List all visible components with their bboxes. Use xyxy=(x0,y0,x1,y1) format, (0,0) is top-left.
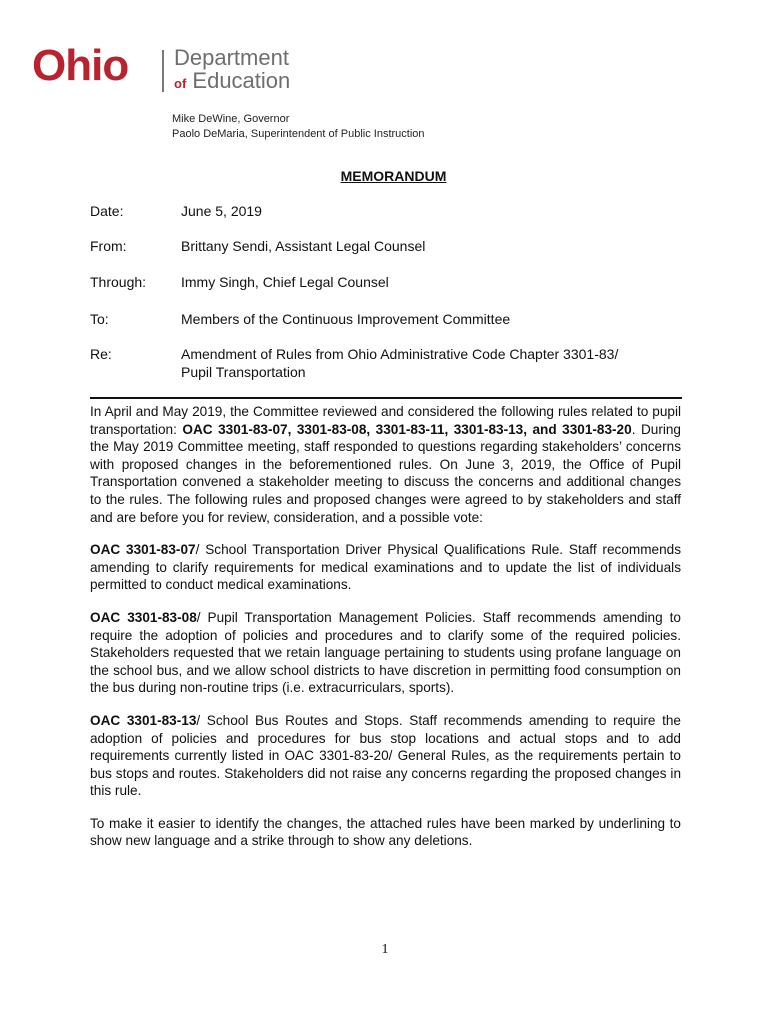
memo-field-value: Members of the Continuous Improvement Committee xyxy=(181,311,511,327)
rule-code: OAC 3301-83-08 xyxy=(90,609,197,625)
intro-text-cont: . During the May 2019 Committee meeting, staff responded to questions regarding stakeholders’ concerns with proposed changes in the beforementioned rules. On June 3, 2019, the Office of Pupil Transportation convened a stakeholder meeting to discuss the concerns and additional changes to the rules. The following rules and proposed changes were agreed to by stakeholders and staff and are before you for review, consideration, and a possible vote: xyxy=(90,421,681,525)
intro-text: In April and May 2019, the Committee reviewed and considered the following rules related to pupil transportation: xyxy=(90,404,681,437)
rule-07-paragraph xyxy=(90,541,681,594)
logo-divider xyxy=(162,50,164,92)
memo-field-label: Re: xyxy=(90,346,112,362)
logo-dept-line2 xyxy=(174,69,290,92)
re-line1: Amendment of Rules from Ohio Administrative Code Chapter 3301-83/ xyxy=(181,346,619,362)
logo-dept-line1: Department xyxy=(174,45,289,70)
rule-text: / Pupil Transportation Management Policies. Staff recommends amending to require the adoption of policies and procedures and to clarify some of the required policies. Stakeholders requested that we retain language pertaining to students using profane language on the school bus, and we allow school districts to have discretion in permitting food consumption on the bus during non-routine trips (i.e. extracurriculars, sports). xyxy=(90,609,681,696)
closing-paragraph: To make it easier to identify the changes, the attached rules have been marked by underlining to show new language and a strike through to show any deletions. xyxy=(90,815,681,849)
logo-wordmark: Ohio xyxy=(32,41,129,90)
governor-line: Mike DeWine, Governor xyxy=(172,113,290,125)
intro-rule-list: OAC 3301-83-07, 3301-83-08, 3301-83-11, 3301-83-13, and 3301-83-20 xyxy=(182,421,632,437)
memo-field-label: From: xyxy=(90,238,127,254)
header-divider xyxy=(90,397,682,399)
memo-title xyxy=(0,168,770,184)
logo-department-name xyxy=(174,46,290,92)
memo-field-label: To: xyxy=(90,311,109,327)
rule-08-paragraph xyxy=(90,609,681,697)
rule-13-paragraph xyxy=(90,712,681,800)
rule-code: OAC 3301-83-07 xyxy=(90,542,196,558)
memo-field-label: Date: xyxy=(90,203,124,219)
memo-title-text: MEMORANDUM xyxy=(340,168,447,184)
rule-code: OAC 3301-83-13 xyxy=(90,712,197,728)
superintendent-line: Paolo DeMaria, Superintendent of Public Instruction xyxy=(172,128,425,140)
logo-dept-education: Education xyxy=(192,68,291,94)
memo-field-label: Through: xyxy=(90,274,147,290)
officials-block xyxy=(172,112,425,142)
page-number: 1 xyxy=(381,942,389,957)
memo-field-value: Brittany Sendi, Assistant Legal Counsel xyxy=(181,238,426,254)
logo-dept-of: of xyxy=(174,76,187,92)
memo-body xyxy=(90,403,681,865)
ohio-education-logo xyxy=(32,41,302,100)
rule-text: / School Bus Routes and Stops. Staff recommends amending to require the adoption of policies and procedures for bus stop locations and actual stops and to add requirements currently listed in OAC 3301-83-20/ General Rules, as the requirements pertain to bus stops and routes. Stakeholders did not raise any concerns regarding the proposed changes in this rule. xyxy=(90,712,681,799)
memo-field-value: Immy Singh, Chief Legal Counsel xyxy=(181,274,389,290)
intro-paragraph xyxy=(90,403,681,526)
re-line2: Pupil Transportation xyxy=(181,364,306,380)
rule-text: / School Transportation Driver Physical Qualifications Rule. Staff recommends amending to clarify requirements for medical examinations and to update the list of individuals permitted to conduct medical examinations. xyxy=(90,542,682,593)
memo-field-value: June 5, 2019 xyxy=(181,203,262,219)
memo-field-value xyxy=(181,345,681,381)
